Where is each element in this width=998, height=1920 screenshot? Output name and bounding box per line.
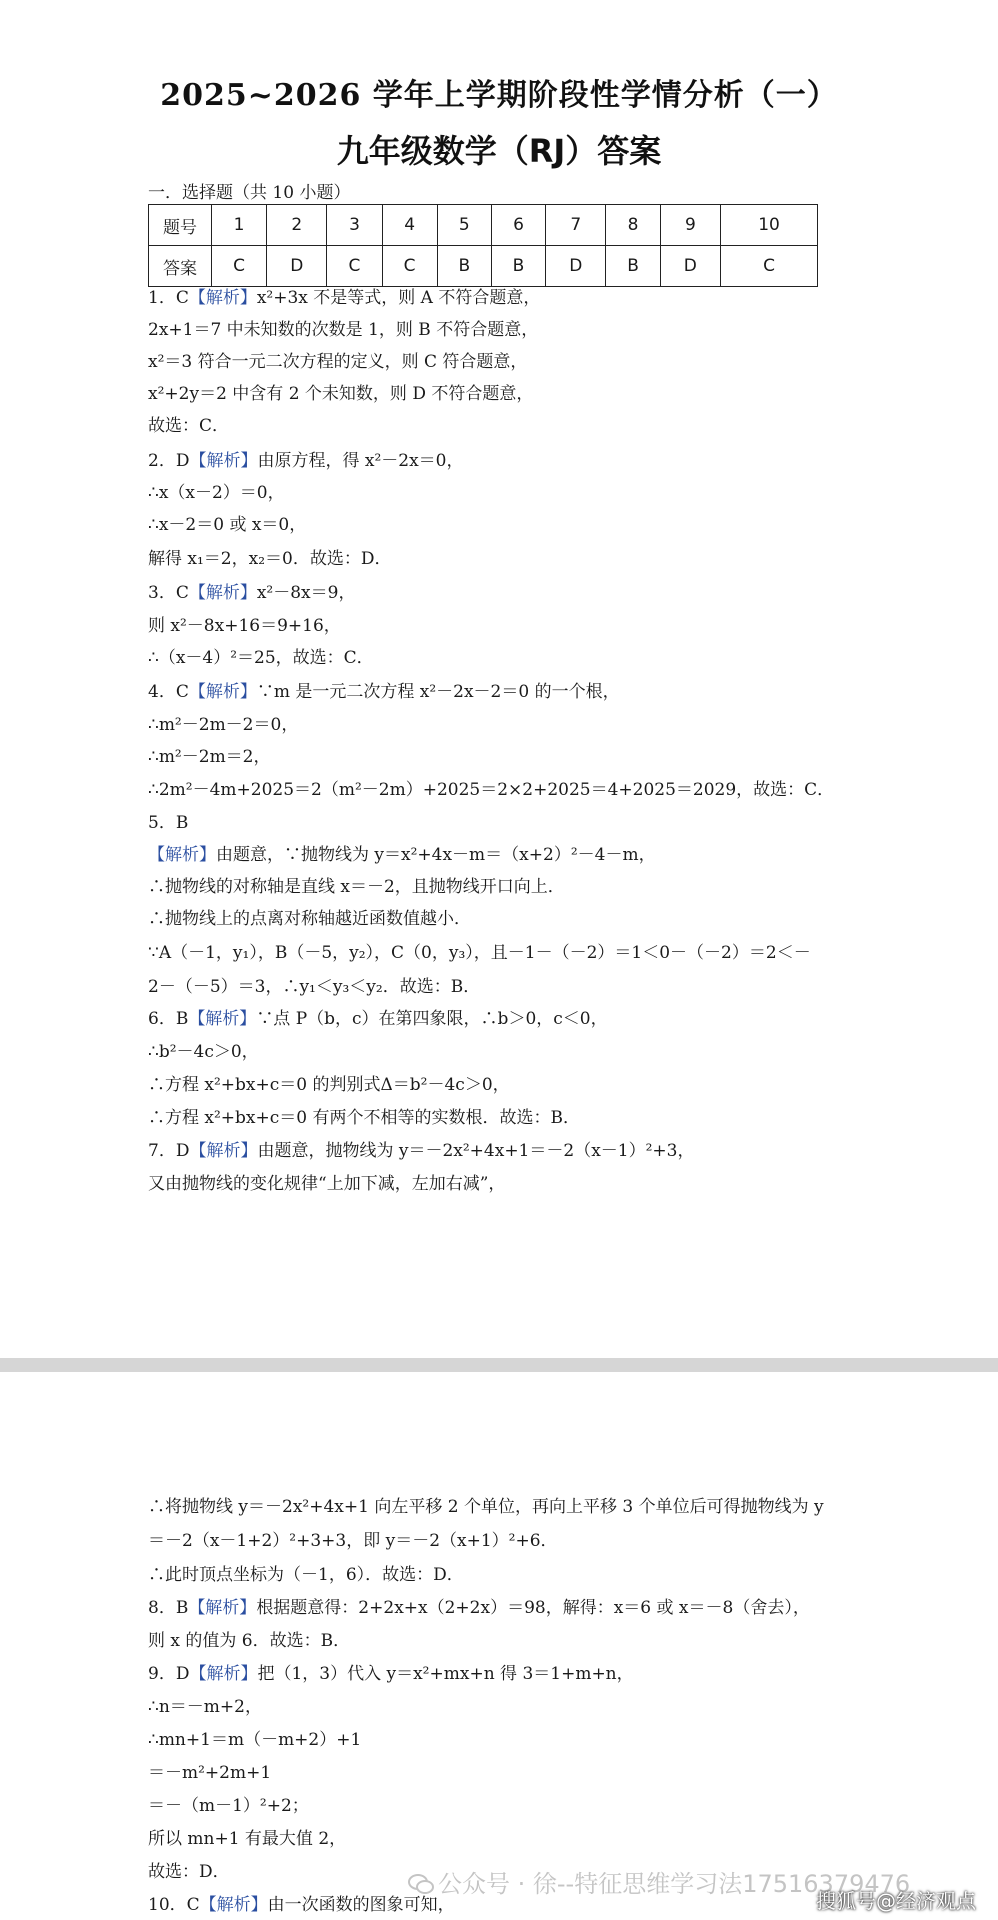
question-number-cell: 2 [267, 205, 327, 246]
solution-line [148, 450, 463, 472]
solution-line: ∴2m²－4m+2025＝2（m²－2m）+2025＝2×2+2025＝4+2025＝2029，故选：C． [148, 780, 835, 800]
question-number-cell: 7 [546, 205, 606, 246]
solution-text: 根据题意得：2+2x+x（2+2x）＝98，解得：x＝6 或 x＝－8（舍去）， [256, 1598, 810, 1618]
question-number-cell: 8 [606, 205, 660, 246]
solution-line [148, 287, 540, 309]
document-title: 2025~2026 学年上学期阶段性学情分析（一） [160, 78, 838, 113]
solution-line [148, 1008, 608, 1030]
solution-line [148, 582, 355, 604]
answer-cell: C [382, 246, 437, 287]
solution-line: 2x+1＝7 中未知数的次数是 1，则 B 不符合题意， [148, 320, 539, 340]
solution-line: ∴方程 x²+bx+c＝0 有两个不相等的实数根．故选：B． [148, 1108, 580, 1128]
solution-line: ∵A（－1，y₁），B（－5，y₂），C（0，y₃），且－1－（－2）＝1＜0－（－2）＝2＜－ [148, 943, 811, 963]
answer-cell: B [606, 246, 660, 287]
solution-line: ∴b²－4c＞0， [148, 1042, 259, 1062]
question-number-cell: 6 [491, 205, 545, 246]
answer-table-answer-row [149, 246, 818, 287]
solution-line: ∴x－2＝0 或 x＝0， [148, 515, 307, 535]
solution-line: 2－（－5）＝3，∴y₁＜y₃＜y₂．故选：B． [148, 977, 481, 997]
solution-line [148, 844, 656, 866]
answer-cell: B [437, 246, 491, 287]
solution-line: ∴m²－2m－2＝0， [148, 715, 299, 735]
solution-text: 由一次函数的图象可知， [267, 1895, 455, 1915]
analysis-tag: 【解析】 [189, 451, 258, 471]
question-label: 6．B [148, 1009, 189, 1029]
question-number-cell: 4 [382, 205, 437, 246]
solution-line [148, 1663, 634, 1685]
solution-text: x²－8x＝9， [256, 583, 356, 603]
question-label: 9．D [148, 1664, 190, 1684]
solution-line: 所以 mn+1 有最大值 2， [148, 1829, 347, 1849]
solution-line: 5．B [148, 813, 189, 833]
solution-line [148, 1140, 694, 1162]
solution-text: ∵m 是一元二次方程 x²－2x－2＝0 的一个根， [256, 682, 620, 702]
solution-line: ∴x（x－2）＝0， [148, 483, 285, 503]
solution-line: ＝－m²+2m+1 [148, 1763, 272, 1783]
question-number-cell: 10 [721, 205, 818, 246]
analysis-tag: 【解析】 [199, 1895, 268, 1915]
question-number-cell: 9 [660, 205, 720, 246]
question-number-cell: 1 [212, 205, 267, 246]
solution-text: 把（1，3）代入 y＝x²+mx+n 得 3＝1+m+n， [257, 1664, 634, 1684]
wechat-watermark-text: 公众号 · 徐--特征思维学习法17516379476 [438, 1870, 911, 1898]
answer-cell: D [267, 246, 327, 287]
solution-line: x²+2y＝2 中含有 2 个未知数，则 D 不符合题意， [148, 384, 534, 404]
solution-line [148, 1597, 810, 1619]
answer-cell: C [721, 246, 818, 287]
wechat-icon [408, 1873, 434, 1895]
document-subtitle: 九年级数学（RJ）答案 [336, 132, 662, 170]
solution-line: ∴mn+1＝m（－m+2）+1 [148, 1730, 362, 1750]
question-label: 4．C [148, 682, 189, 702]
solution-line: ∴抛物线上的点离对称轴越近函数值越小． [148, 909, 471, 929]
solution-line: 又由抛物线的变化规律“上加下减，左加右减”， [148, 1174, 506, 1194]
page-divider [0, 1358, 998, 1372]
solution-line: x²＝3 符合一元二次方程的定义，则 C 符合题意， [148, 352, 528, 372]
answer-table-number-row [149, 205, 818, 246]
solution-line: ∴n＝－m+2， [148, 1697, 262, 1717]
solution-text: 由题意，抛物线为 y＝－2x²+4x+1＝－2（x－1）²+3， [257, 1141, 695, 1161]
solution-line: ＝－（m－1）²+2； [148, 1796, 309, 1816]
solution-line: 故选：D． [148, 1862, 230, 1882]
section-heading: 一．选择题（共 10 小题） [148, 183, 351, 203]
answer-cell: D [546, 246, 606, 287]
question-label: 1．C [148, 288, 189, 308]
question-label: 7．D [148, 1141, 190, 1161]
solution-line: ∴抛物线的对称轴是直线 x＝－2，且抛物线开口向上． [148, 877, 565, 897]
question-label: 3．C [148, 583, 189, 603]
answer-cell: C [327, 246, 382, 287]
answer-table [148, 204, 818, 287]
analysis-tag: 【解析】 [188, 1009, 257, 1029]
analysis-tag: 【解析】 [188, 682, 257, 702]
solution-line: 则 x 的值为 6．故选：B． [148, 1631, 351, 1651]
answer-cell: D [660, 246, 720, 287]
solution-line: ∴将抛物线 y＝－2x²+4x+1 向左平移 2 个单位，再向上平移 3 个单位后可得抛物线为 y [148, 1497, 824, 1517]
solution-line: 则 x²－8x+16＝9+16， [148, 616, 341, 636]
question-number-cell: 5 [437, 205, 491, 246]
analysis-tag: 【解析】 [188, 288, 257, 308]
solution-line: ∴方程 x²+bx+c＝0 的判别式Δ＝b²－4c＞0， [148, 1075, 510, 1095]
solution-line: ∴（x－4）²＝25，故选：C． [148, 648, 374, 668]
question-label: 8．B [148, 1598, 189, 1618]
analysis-tag: 【解析】 [188, 583, 257, 603]
solution-line: ∴此时顶点坐标为（－1，6）．故选：D． [148, 1565, 464, 1585]
question-number-cell: 3 [327, 205, 382, 246]
solution-line: ∴m²－2m＝2， [148, 747, 271, 767]
sohu-watermark: 搜狐号@经济观点 [816, 1889, 976, 1913]
solution-text: ∵点 P（b，c）在第四象限，∴b＞0，c＜0， [256, 1009, 608, 1029]
analysis-tag: 【解析】 [189, 1664, 258, 1684]
solution-line: 故选：C． [148, 416, 230, 436]
solution-text: 由原方程，得 x²－2x＝0， [257, 451, 464, 471]
row-label-answer: 答案 [149, 246, 212, 287]
analysis-tag: 【解析】 [189, 1141, 258, 1161]
row-label-number: 题号 [149, 205, 212, 246]
solution-text: 由题意，∵抛物线为 y＝x²+4x－m＝（x+2）²－4－m， [216, 845, 656, 865]
solution-text: x²+3x 不是等式，则 A 不符合题意， [256, 288, 541, 308]
analysis-tag: 【解析】 [188, 1598, 257, 1618]
solution-line [148, 681, 620, 703]
answer-cell: C [212, 246, 267, 287]
question-label: 10．C [148, 1895, 200, 1915]
solution-line: 解得 x₁＝2，x₂＝0．故选：D． [148, 549, 392, 569]
solution-line: ＝－2（x－1+2）²+3+3，即 y＝－2（x+1）²+6． [148, 1531, 558, 1551]
question-label: 2．D [148, 451, 190, 471]
analysis-tag: 【解析】 [148, 845, 216, 865]
answer-cell: B [491, 246, 545, 287]
